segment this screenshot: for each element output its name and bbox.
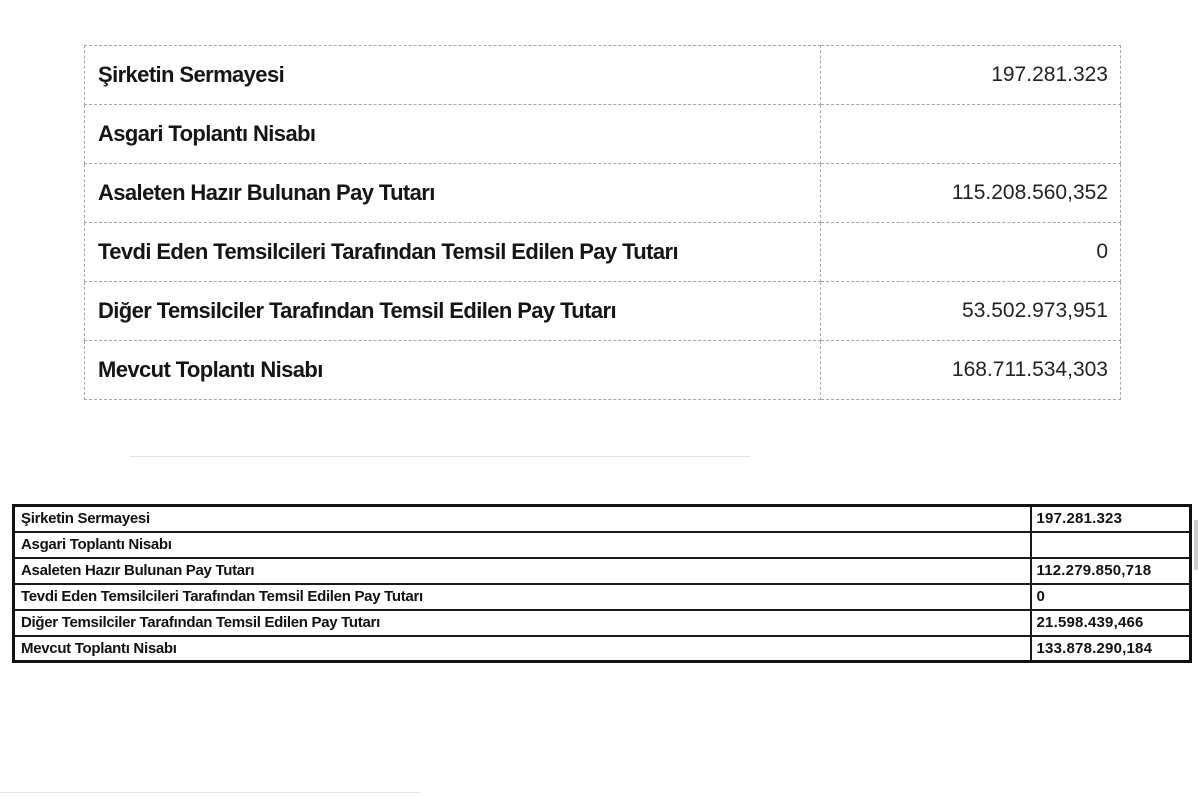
table-row — [85, 46, 1121, 105]
row-value-shares-in-person: 115.208.560,352 — [821, 164, 1121, 223]
scan-edge-mark — [1194, 520, 1198, 570]
table-row — [14, 636, 1191, 662]
row-value-other-representatives: 53.502.973,951 — [821, 282, 1121, 341]
row-value-current-quorum: 168.711.534,303 — [821, 341, 1121, 400]
row-value-current-quorum: 133.878.290,184 — [1031, 636, 1191, 662]
table-row — [14, 584, 1191, 610]
row-label-current-quorum: Mevcut Toplantı Nisabı — [85, 341, 821, 400]
row-label-capital: Şirketin Sermayesi — [14, 506, 1031, 532]
row-label-other-representatives: Diğer Temsilciler Tarafından Temsil Edilen Pay Tutarı — [85, 282, 821, 341]
row-label-depositor-representatives: Tevdi Eden Temsilcileri Tarafından Temsil Edilen Pay Tutarı — [85, 223, 821, 282]
row-label-depositor-representatives: Tevdi Eden Temsilcileri Tarafından Temsil Edilen Pay Tutarı — [14, 584, 1031, 610]
meeting-quorum-table-bottom — [12, 504, 1192, 663]
meeting-quorum-table-top — [84, 45, 1121, 400]
row-label-shares-in-person: Asaleten Hazır Bulunan Pay Tutarı — [14, 558, 1031, 584]
table-row — [85, 164, 1121, 223]
table-row — [85, 341, 1121, 400]
row-label-current-quorum: Mevcut Toplantı Nisabı — [14, 636, 1031, 662]
row-value-capital: 197.281.323 — [1031, 506, 1191, 532]
row-value-capital: 197.281.323 — [821, 46, 1121, 105]
table-row — [14, 610, 1191, 636]
scan-artifact — [0, 792, 420, 793]
table-row — [85, 282, 1121, 341]
row-label-capital: Şirketin Sermayesi — [85, 46, 821, 105]
table-row — [85, 223, 1121, 282]
row-label-minimum-quorum: Asgari Toplantı Nisabı — [14, 532, 1031, 558]
scan-artifact — [130, 456, 750, 457]
table-row — [14, 532, 1191, 558]
table-row — [14, 506, 1191, 532]
row-value-minimum-quorum — [1031, 532, 1191, 558]
row-value-shares-in-person: 112.279.850,718 — [1031, 558, 1191, 584]
row-value-depositor-representatives: 0 — [1031, 584, 1191, 610]
row-value-other-representatives: 21.598.439,466 — [1031, 610, 1191, 636]
row-label-shares-in-person: Asaleten Hazır Bulunan Pay Tutarı — [85, 164, 821, 223]
row-label-other-representatives: Diğer Temsilciler Tarafından Temsil Edilen Pay Tutarı — [14, 610, 1031, 636]
row-value-minimum-quorum — [821, 105, 1121, 164]
row-value-depositor-representatives: 0 — [821, 223, 1121, 282]
row-label-minimum-quorum: Asgari Toplantı Nisabı — [85, 105, 821, 164]
table-row — [85, 105, 1121, 164]
table-row — [14, 558, 1191, 584]
